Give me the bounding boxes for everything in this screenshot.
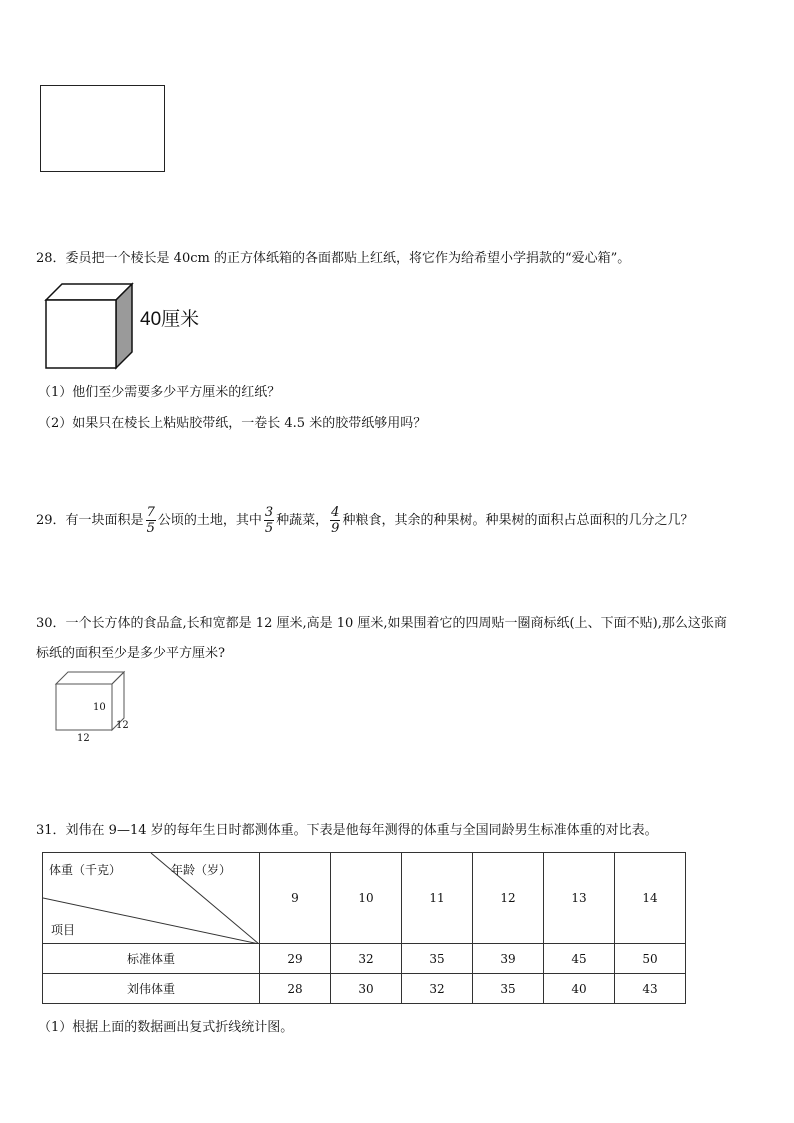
- header-age: 年龄（岁）: [171, 863, 232, 877]
- liuwei-weight-cell: 30: [331, 974, 402, 1004]
- liuwei-weight-cell: 43: [615, 974, 686, 1004]
- box-height-label: 10: [93, 702, 106, 713]
- q31-stem-text: 刘伟在 9—14 岁的每年生日时都测体重。下表是他每年测得的体重与全国同龄男生标准体重的对比表。: [65, 823, 658, 838]
- fraction-3-5: [264, 506, 274, 535]
- q28-sub1: （1）他们至少需要多少平方厘米的红纸？: [38, 385, 281, 400]
- liuwei-weight-cell: 35: [473, 974, 544, 1004]
- cube-figure: [44, 282, 136, 370]
- header-weight: 体重（千克）: [49, 863, 122, 877]
- frac1-num: 7: [146, 505, 155, 520]
- liuwei-weight-cell: 32: [402, 974, 473, 1004]
- frac2-den: 5: [264, 521, 274, 536]
- standard-weight-cell: 29: [260, 944, 331, 974]
- q28-stem-text: 委员把一个棱长是 40cm 的正方体纸箱的各面都贴上红纸，将它作为给希望小学捐款的“爱心箱”。: [65, 251, 631, 266]
- age-cell: 12: [473, 853, 544, 944]
- q28-sub2: （2）如果只在棱长上粘贴胶带纸，一卷长 4.5 米的胶带纸够用吗？: [38, 416, 427, 431]
- age-cell: 11: [402, 853, 473, 944]
- header-item: 项目: [51, 923, 76, 937]
- q29-part2: 公顷的土地，其中: [157, 513, 262, 528]
- q31-stem: [36, 824, 658, 837]
- frac3-num: 4: [331, 505, 340, 520]
- q29-stem: [36, 506, 693, 535]
- age-cell: 14: [615, 853, 686, 944]
- q30-number: 30．: [36, 616, 66, 631]
- diagonal-header-cell: [43, 853, 260, 944]
- table-row-liuwei: [43, 974, 686, 1004]
- table-row-standard: [43, 944, 686, 974]
- age-cell: 13: [544, 853, 615, 944]
- frac2-num: 3: [264, 505, 274, 520]
- age-cell: 9: [260, 853, 331, 944]
- standard-weight-cell: 32: [331, 944, 402, 974]
- standard-weight-cell: 39: [473, 944, 544, 974]
- q29-number: 29．: [36, 513, 66, 528]
- row-label-liuwei: 刘伟体重: [43, 974, 260, 1004]
- cube-label: 40厘米: [140, 309, 200, 330]
- standard-weight-cell: 45: [544, 944, 615, 974]
- q28-number: 28．: [36, 251, 66, 266]
- frac3-den: 9: [331, 521, 340, 536]
- frac1-den: 5: [146, 521, 155, 536]
- q30-line1: [36, 617, 727, 630]
- box-depth-label: 12: [116, 720, 129, 731]
- q28-stem: [36, 252, 630, 265]
- liuwei-weight-cell: 40: [544, 974, 615, 1004]
- standard-weight-cell: 35: [402, 944, 473, 974]
- q29-part3: 种蔬菜，: [276, 513, 329, 528]
- q30-line1-text: 一个长方体的食品盒,长和宽都是 12 厘米,高是 10 厘米,如果围着它的四周贴一圈商标纸(上、下面不贴),那么这张商: [65, 616, 727, 631]
- row-label-standard: 标准体重: [43, 944, 260, 974]
- standard-weight-cell: 50: [615, 944, 686, 974]
- q30-line2: 标纸的面积至少是多少平方厘米?: [36, 646, 225, 661]
- q31-number: 31．: [36, 823, 66, 838]
- box-figure: [52, 668, 132, 746]
- weight-table: [42, 852, 686, 1004]
- age-cell: 10: [331, 853, 402, 944]
- box-width-label: 12: [77, 733, 90, 744]
- answer-box: [40, 85, 165, 172]
- q29-part1: 有一块面积是: [65, 513, 144, 528]
- liuwei-weight-cell: 28: [260, 974, 331, 1004]
- table-header-row: [43, 853, 686, 944]
- fraction-4-9: [330, 506, 340, 535]
- q29-part4: 种粮食，其余的种果树。种果树的面积占总面积的几分之几？: [342, 513, 694, 528]
- fraction-7-5: [146, 506, 156, 535]
- q31-sub1: （1）根据上面的数据画出复式折线统计图。: [38, 1020, 294, 1035]
